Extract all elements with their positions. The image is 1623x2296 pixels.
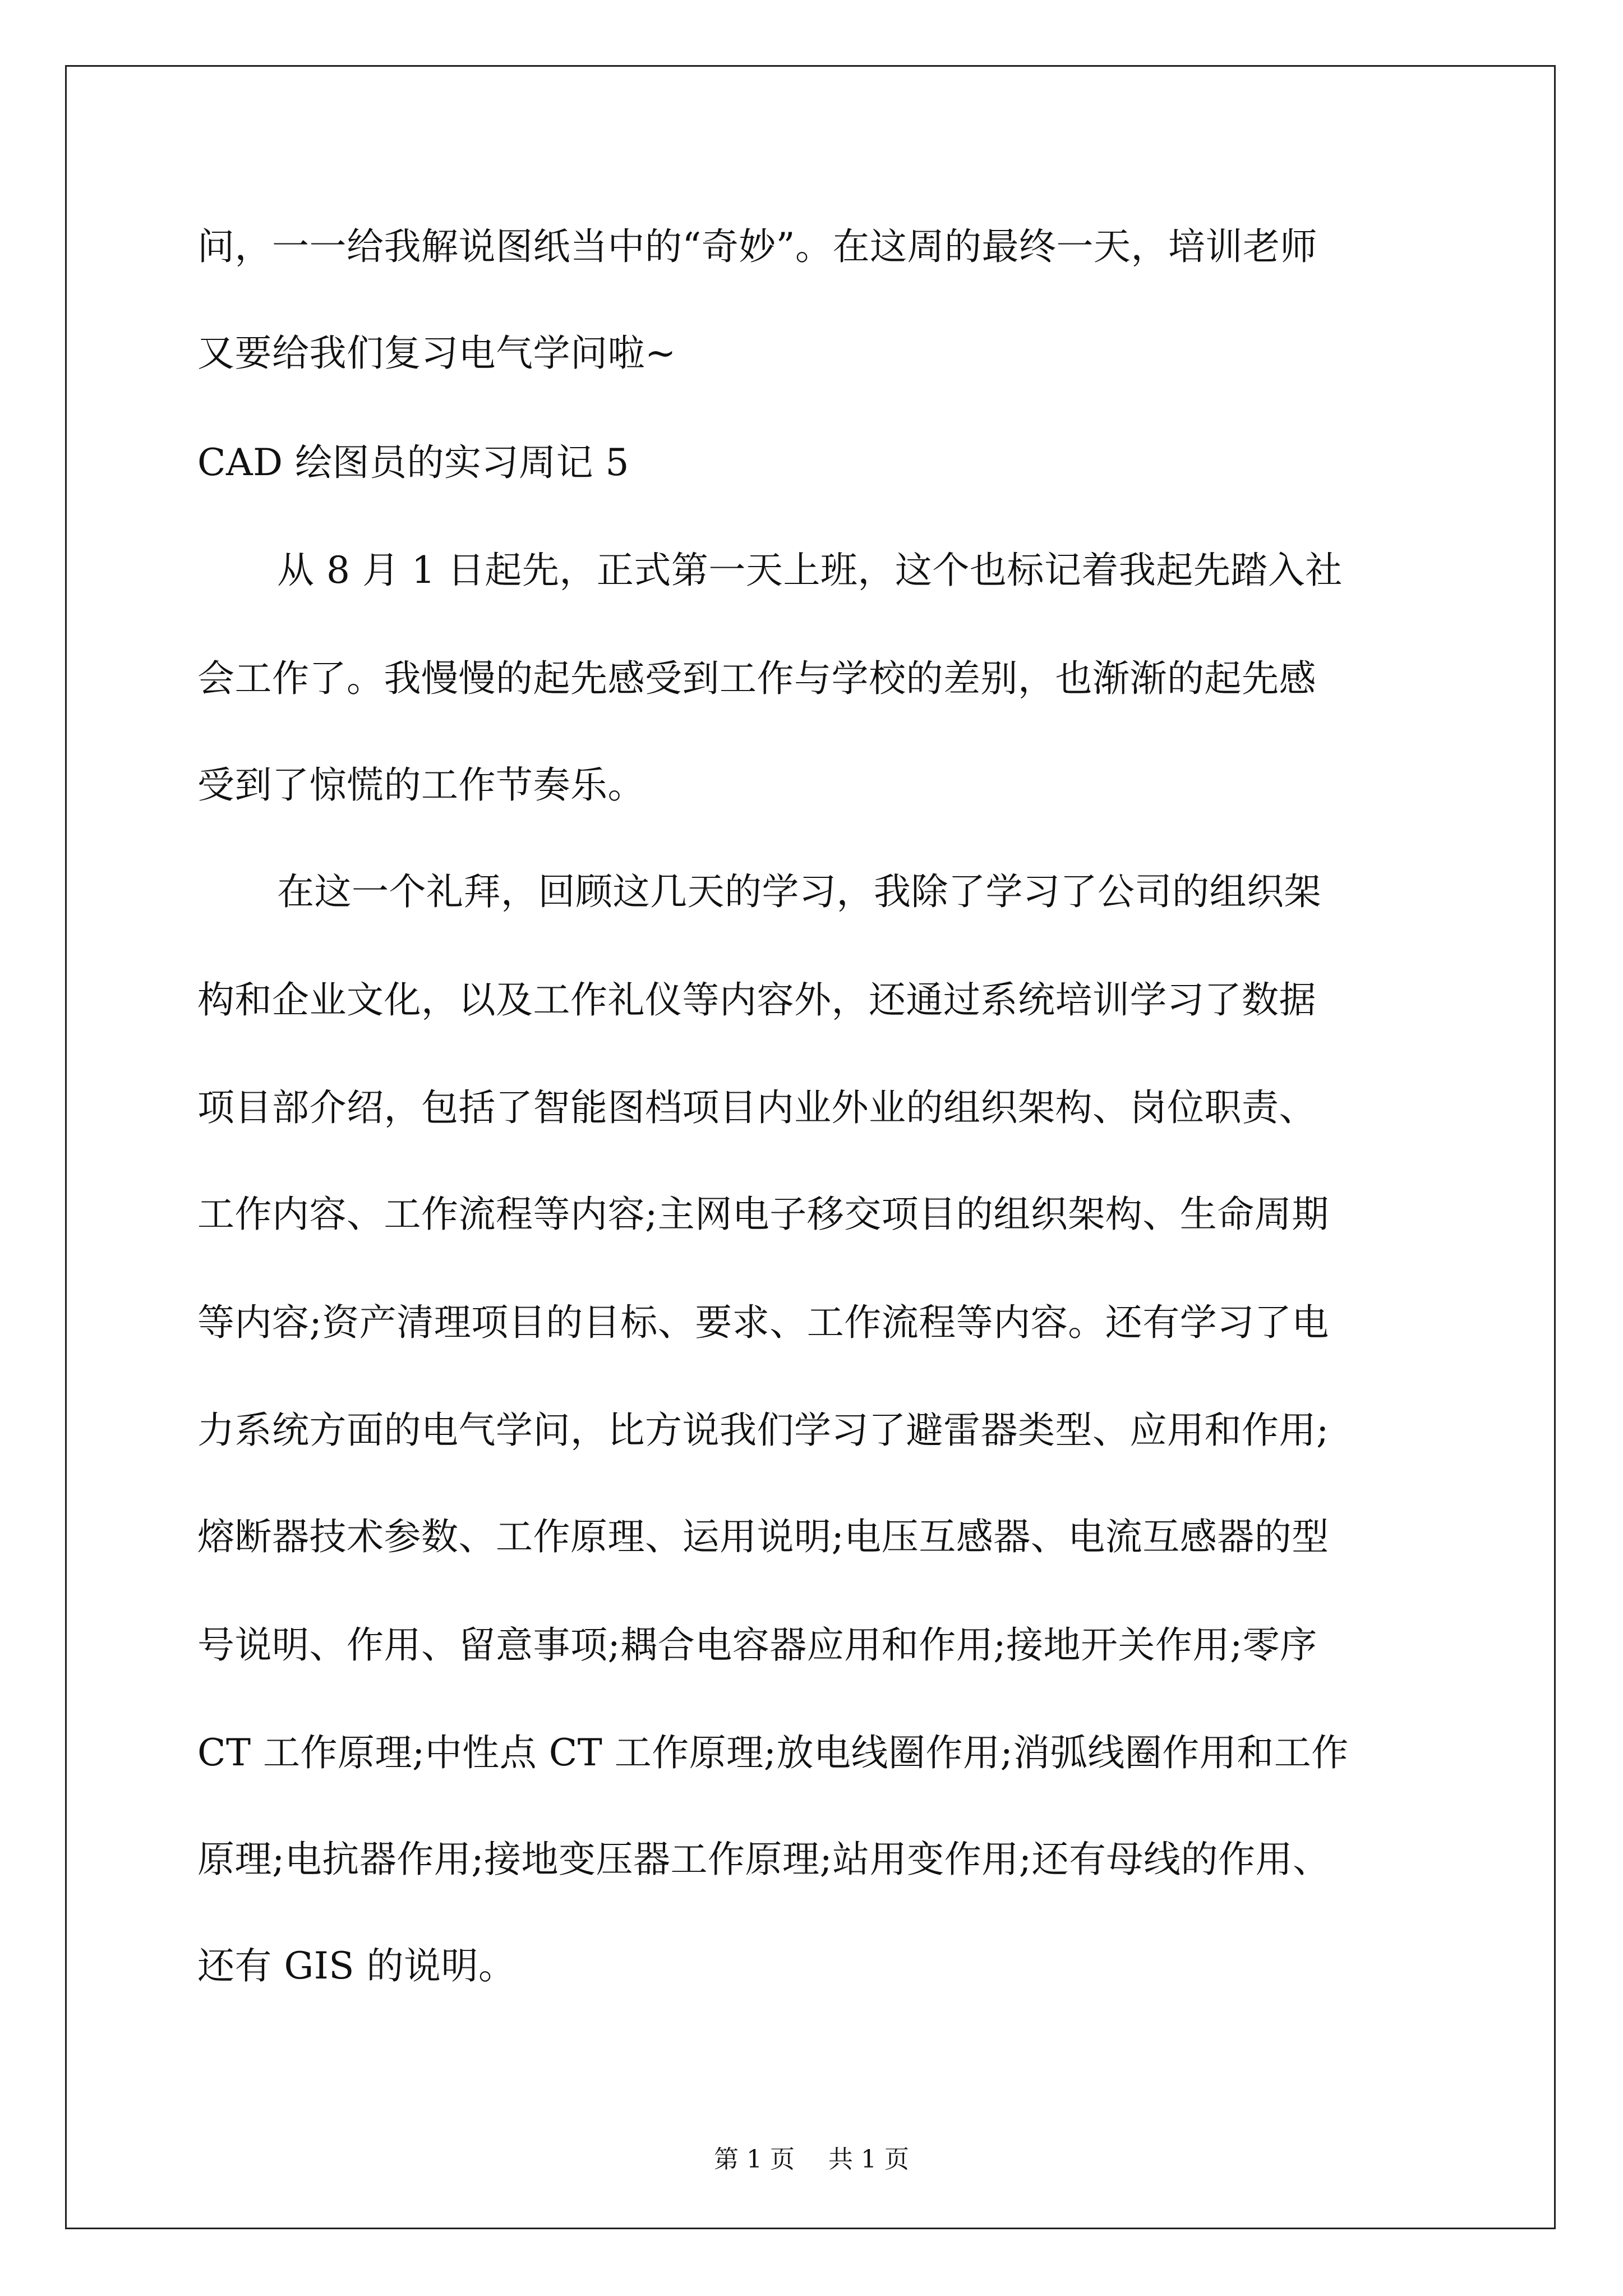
page-border	[65, 65, 1556, 2229]
text-line: 问，一一给我解说图纸当中的“奇妙”。在这周的最终一天，培训老师	[197, 225, 1317, 268]
text-line: 力系统方面的电气学问，比方说我们学习了避雷器类型、应用和作用;	[197, 1409, 1329, 1452]
text-line: 受到了惊慌的工作节奏乐。	[197, 763, 645, 807]
paragraph-start: 在这一个礼拜，回顾这几天的学习，我除了学习了公司的组织架	[277, 870, 1321, 913]
text-line: 等内容;资产清理项目的目标、要求、工作流程等内容。还有学习了电	[197, 1301, 1329, 1344]
text-line: 原理;电抗器作用;接地变压器工作原理;站用变作用;还有母线的作用、	[197, 1838, 1330, 1881]
page-footer	[0, 2144, 1623, 2175]
text-line: 熔断器技术参数、工作原理、运用说明;电压互感器、电流互感器的型	[197, 1515, 1329, 1558]
page-number: 第 1 页	[714, 2145, 795, 2174]
paragraph-start: 从 8 月 1 日起先，正式第一天上班，这个也标记着我起先踏入社	[277, 549, 1343, 592]
text-line: 工作内容、工作流程等内容;主网电子移交项目的组织架构、生命周期	[197, 1193, 1329, 1236]
section-heading: CAD 绘图员的实习周记 5	[197, 441, 630, 484]
text-line: 项目部介绍，包括了智能图档项目内业外业的组织架构、岗位职责、	[197, 1086, 1316, 1129]
text-line: 还有 GIS 的说明。	[197, 1944, 516, 1987]
text-line: CT 工作原理;中性点 CT 工作原理;放电线圈作用;消弧线圈作用和工作	[197, 1731, 1349, 1774]
text-line: 会工作了。我慢慢的起先感受到工作与学校的差别，也渐渐的起先感	[197, 657, 1316, 700]
text-line: 又要给我们复习电气学问啦~	[197, 332, 676, 375]
text-line: 号说明、作用、留意事项;耦合电容器应用和作用;接地开关作用;零序	[197, 1623, 1317, 1667]
text-line: 构和企业文化，以及工作礼仪等内容外，还通过系统培训学习了数据	[197, 978, 1316, 1022]
page-total: 共 1 页	[828, 2145, 909, 2174]
